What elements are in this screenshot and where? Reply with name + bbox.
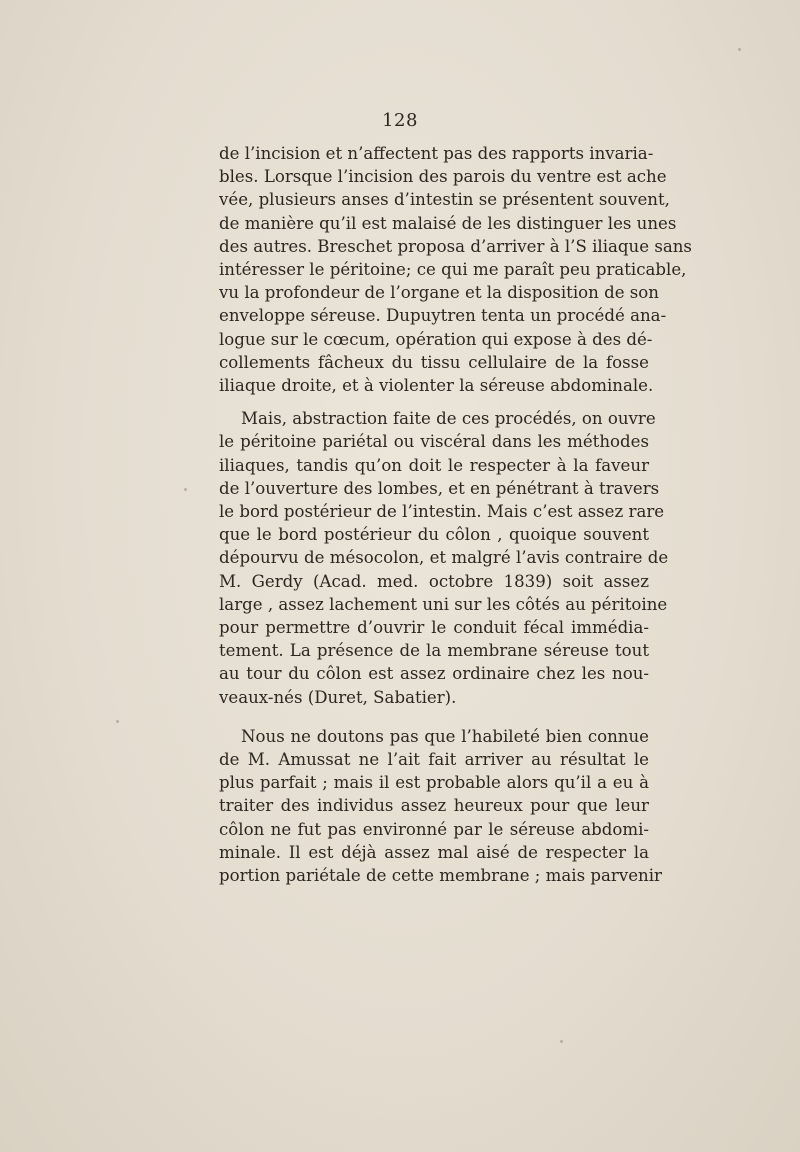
text-line: collements fâcheux du tissu cellulaire de la fosse [219,352,649,372]
text-line: enveloppe séreuse. Dupuytren tenta un procédé ana- [219,306,667,326]
paper-speck [560,1040,563,1043]
text-line: veaux-nés (Duret, Sabatier). [219,687,457,707]
text-line: iliaques, tandis qu’on doit le respecter à la faveur [219,455,649,475]
text-line: intéresser le péritoine; ce qui me paraît peu praticable, [219,260,687,280]
text-line: vée, plusieurs anses d’intestin se présentent souvent, [219,190,670,210]
text-line: plus parfait ; mais il est probable alors qu’il a eu à [219,773,649,793]
text-line: traiter des individus assez heureux pour que leur [219,796,649,816]
text-line: de l’ouverture des lombes, et en pénétrant à travers [219,478,660,498]
paragraph-3 [219,725,662,887]
text-line: côlon ne fut pas environné par le séreuse abdomi- [219,819,649,839]
paragraph-1 [219,142,692,397]
text-line: de manière qu’il est malaisé de les distinguer les unes [219,213,677,233]
text-line: au tour du côlon est assez ordinaire chez les nou- [219,664,649,684]
text-line: que le bord postérieur du côlon , quoique souvent [219,525,649,545]
paragraph-spacer [219,397,649,407]
text-line: M. Gerdy (Acad. med. octobre 1839) soit assez [219,571,649,591]
text-line: iliaque droite, et à violenter la séreuse abdominale. [219,376,654,396]
text-line: minale. Il est déjà assez mal aisé de respecter la [219,842,649,862]
text-line: Nous ne doutons pas que l’habileté bien connue [241,726,649,746]
text-line: portion pariétale de cette membrane ; mais parvenir [219,866,662,886]
page-number: 128 [382,110,418,131]
text-line: Mais, abstraction faite de ces procédés, on ouvre [241,409,656,429]
paragraph-spacer [219,709,649,725]
text-line: bles. Lorsque l’incision des parois du ventre est ache [219,167,667,187]
text-line: de l’incision et n’affectent pas des rapports invaria- [219,144,654,163]
text-line: logue sur le cœcum, opération qui expose à des dé- [219,329,653,349]
text-line: le bord postérieur de l’intestin. Mais c’est assez rare [219,502,665,522]
text-line: dépourvu de mésocolon, et malgré l’avis contraire de [219,548,669,568]
paper-speck [738,48,741,51]
paper-speck [184,488,187,491]
text-line: pour permettre d’ouvrir le conduit fécal immédia- [219,618,649,638]
text-line: large , assez lachement uni sur les côtés au péritoine [219,594,668,614]
text-line: le péritoine pariétal ou viscéral dans les méthodes [219,432,649,452]
text-line: de M. Amussat ne l’ait fait arriver au résultat le [219,750,649,770]
body-text [219,142,692,887]
text-line: vu la profondeur de l’organe et la disposition de son [219,283,659,303]
text-line: tement. La présence de la membrane séreuse tout [219,641,649,661]
paragraph-2 [219,407,669,709]
text-line: des autres. Breschet proposa d’arriver à l’S iliaque sans [219,236,692,256]
paper-speck [116,720,119,723]
